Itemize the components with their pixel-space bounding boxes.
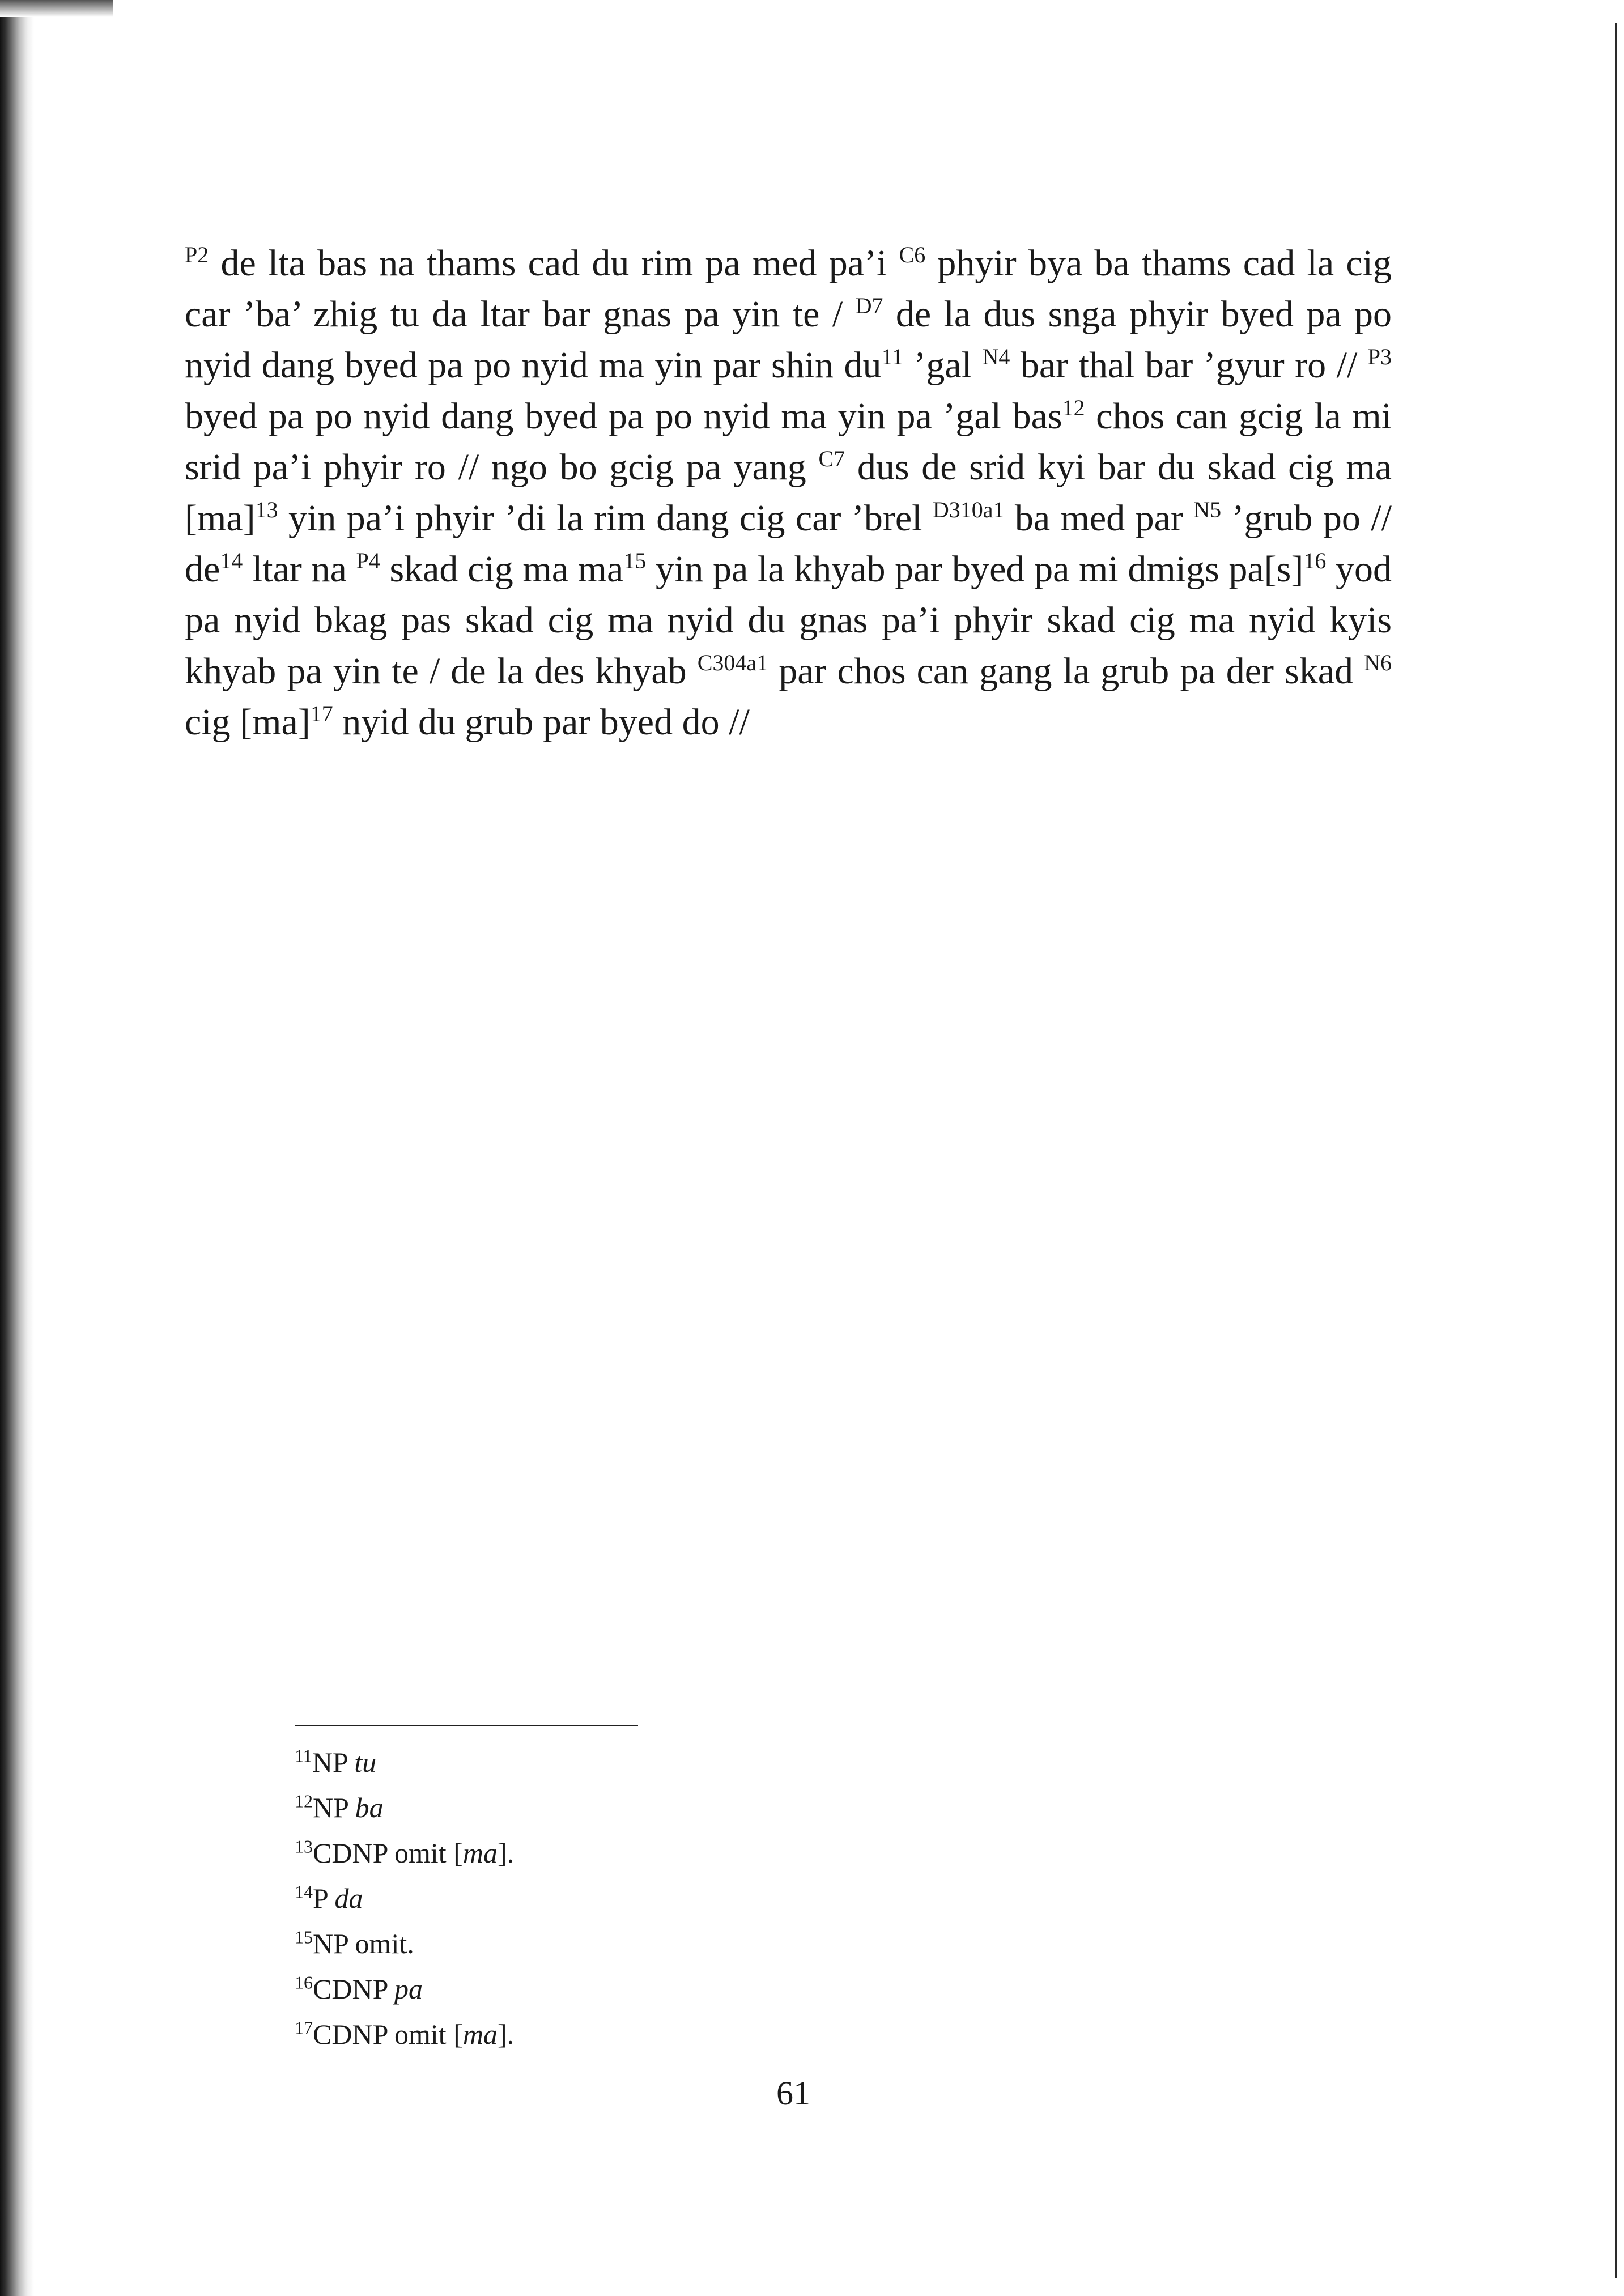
footnote-reading: pa [394, 1973, 423, 2005]
text-segment: de lta bas na thams cad du rim pa med pa’i [209, 243, 899, 284]
text-segment: ltar na [243, 549, 356, 590]
siglum-marker: N6 [1364, 650, 1392, 675]
siglum-marker: N4 [982, 344, 1010, 369]
siglum-marker: 16 [1303, 548, 1327, 573]
siglum-marker: 12 [1062, 395, 1085, 420]
siglum-marker: 11 [881, 344, 903, 369]
siglum-marker: 14 [220, 548, 243, 573]
text-segment: skad cig ma ma [380, 549, 624, 590]
siglum-marker: D7 [855, 293, 883, 318]
siglum-marker: N5 [1193, 497, 1222, 522]
page-number: 61 [776, 2074, 810, 2112]
footnote-reading: da [334, 1882, 363, 1914]
scan-top-shadow [0, 0, 113, 17]
footnote-number: 13 [295, 1836, 313, 1857]
footnote-item [295, 2012, 975, 2057]
text-segment: yin pa’i phyir ’di la rim dang cig car ’brel [278, 498, 933, 539]
footnote-siglum: CDNP omit [ [313, 2018, 463, 2050]
text-segment: nyid du grub par byed do // [333, 701, 750, 743]
footnote-reading: tu [354, 1746, 377, 1778]
footnote-item [295, 1740, 975, 1785]
siglum-marker: C6 [899, 242, 926, 267]
footnote-number: 14 [295, 1881, 313, 1902]
text-segment: ba med par [1004, 498, 1194, 539]
siglum-marker: P4 [356, 548, 380, 573]
footnote-separator [295, 1725, 638, 1726]
text-segment: bar thal bar ’gyur ro // [1010, 345, 1368, 386]
siglum-marker: 13 [255, 497, 278, 522]
siglum-marker: 15 [623, 548, 647, 573]
footnote-item [295, 1785, 975, 1830]
text-segment: par chos can gang la grub pa der skad [768, 650, 1364, 692]
text-segment: ’gal [903, 345, 983, 386]
footnote-siglum: CDNP [313, 1973, 388, 2005]
footnote-item [295, 1966, 975, 2012]
page-right-edge [1615, 23, 1617, 2278]
footnote-number: 12 [295, 1791, 313, 1812]
text-segment: yod pa nyid bkag pas skad cig ma nyid du gnas pa’i phyir skad cig ma nyid kyis khyab pa yin te / de la des khyab [185, 549, 1392, 692]
footnote-suffix: ]. [497, 2018, 515, 2050]
footnote-number: 17 [295, 2017, 313, 2038]
text-segment: de la dus snga phyir byed pa po nyid dang byed pa po nyid ma yin par shin du [185, 294, 1392, 386]
siglum-marker: D310a1 [932, 497, 1005, 522]
siglum-marker: P3 [1367, 344, 1392, 369]
footnote-item [295, 1876, 975, 1921]
footnote-number: 15 [295, 1927, 313, 1948]
siglum-marker: C7 [818, 446, 845, 471]
text-segment: byed pa po nyid dang byed pa po nyid ma yin pa ’gal bas [185, 396, 1062, 437]
footnote-item [295, 1830, 975, 1876]
footnote-siglum: CDNP omit [ [313, 1837, 463, 1869]
siglum-marker: 17 [310, 701, 333, 726]
footnotes-list [295, 1740, 975, 2057]
text-segment: cig [ma] [185, 701, 311, 743]
text-segment: phyir bya ba thams cad la cig car ’ba’ zhig tu da ltar bar gnas pa yin te / [185, 243, 1392, 335]
footnote-siglum: NP omit. [313, 1928, 414, 1959]
footnote-reading: ma [462, 1837, 498, 1869]
body-paragraph [185, 238, 1392, 748]
footnote-siglum: NP [312, 1746, 347, 1778]
footnote-number: 16 [295, 1972, 313, 1993]
footnote-suffix: ]. [497, 1837, 515, 1869]
siglum-marker: C304a1 [697, 650, 768, 675]
siglum-marker: P2 [185, 242, 209, 267]
footnote-reading: ma [462, 2018, 498, 2050]
footnote-reading: ba [355, 1792, 384, 1823]
footnote-number: 11 [295, 1745, 312, 1766]
text-segment: dus de srid kyi bar du skad cig ma [ma] [185, 447, 1392, 539]
scan-gutter-shadow [0, 0, 34, 2296]
footnote-siglum: P [313, 1882, 328, 1914]
text-segment: yin pa la khyab par byed pa mi dmigs pa[s] [646, 549, 1304, 590]
footnote-item [295, 1921, 975, 1966]
text-segment: chos can gcig la mi srid pa’i phyir ro // ngo bo gcig pa yang [185, 396, 1392, 488]
footnote-siglum: NP [313, 1792, 348, 1823]
text-segment: ’grub po // de [185, 498, 1392, 590]
